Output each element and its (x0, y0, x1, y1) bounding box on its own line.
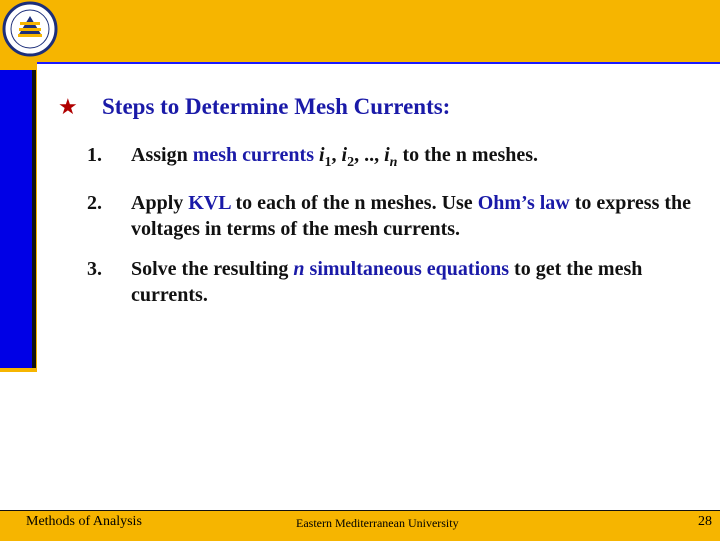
step-text-part: , (331, 144, 342, 166)
step-number: 1. (87, 144, 102, 166)
step-text (131, 190, 707, 242)
steps-list (87, 142, 707, 322)
highlighted-term: KVL (188, 192, 231, 214)
step-text-part: to express the voltages in terms of the mesh currents. (131, 192, 692, 240)
page-number: 28 (698, 514, 712, 529)
slide-title: Steps to Determine Mesh Currents: (102, 94, 451, 119)
step-text-part: Apply (131, 192, 189, 214)
slide-title-row (58, 92, 450, 122)
highlighted-term: n (293, 258, 305, 280)
step-text-part: i (318, 144, 325, 166)
step-text-part: i (384, 144, 390, 166)
step-text-part: 1 (324, 155, 332, 170)
step-text-part: to get the mesh currents. (131, 258, 643, 306)
step-item (87, 256, 707, 308)
highlighted-term: Ohm’s law (477, 192, 570, 214)
highlighted-term: mesh currents (192, 144, 314, 166)
step-text-part: Assign (131, 144, 193, 166)
step-number: 3. (87, 258, 102, 280)
step-text-part: 2 (347, 155, 355, 170)
left-accent-bar (0, 70, 36, 368)
header-band (0, 0, 720, 64)
footer-course-title: Methods of Analysis (26, 514, 142, 529)
step-text-part: n (389, 155, 398, 170)
step-text-part: Solve the resulting (131, 258, 294, 280)
step-item (87, 190, 707, 242)
step-text-part: to the n meshes. (397, 144, 539, 166)
step-text (131, 142, 707, 176)
star-icon: ★ (58, 94, 78, 119)
step-item (87, 142, 707, 176)
step-text-part: i (341, 144, 348, 166)
header-rule (37, 62, 720, 64)
step-text (131, 256, 707, 308)
step-text-part: to each of the n meshes. Use (230, 192, 478, 214)
step-number: 2. (87, 192, 102, 214)
step-text-part: , .., (354, 144, 385, 166)
footer-university: Eastern Mediterranean University (296, 516, 459, 530)
highlighted-term: simultaneous equations (309, 258, 510, 280)
university-logo-icon (2, 0, 58, 58)
